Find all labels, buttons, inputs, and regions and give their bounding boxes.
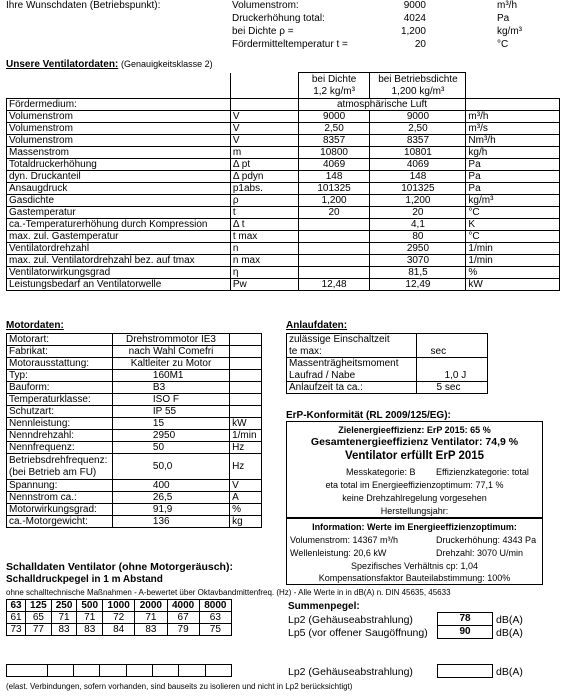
freq-cell: 63 — [7, 600, 26, 612]
param-value-1: 12,48 — [298, 279, 370, 291]
motor-value: Kaltleiter zu Motor — [112, 358, 229, 370]
motor-unit: kW — [230, 418, 262, 430]
level-cell: 83 — [135, 624, 167, 636]
motor-name-note: (bei Betrieb am FU) — [9, 466, 97, 478]
table-row — [7, 665, 232, 677]
table-row — [7, 612, 232, 624]
table-row — [7, 504, 262, 516]
param-name: Ventilatordrehzahl — [7, 243, 231, 255]
freq-cell: 2000 — [135, 600, 167, 612]
erp-erfuellt: Ventilator erfüllt ErP 2015 — [344, 450, 485, 462]
param-symbol: V — [230, 111, 298, 123]
motor-value: 160M1 — [112, 370, 229, 382]
param-value-2: 148 — [370, 171, 466, 183]
lp2b-value — [437, 664, 493, 678]
param-name: Gastemperatur — [7, 207, 231, 219]
motor-value: 136 — [112, 516, 229, 528]
medium-value: atmosphärische Luft — [298, 99, 466, 111]
lp2b-label: Lp2 (Gehäuseabstrahlung) — [288, 666, 413, 678]
table-row — [7, 406, 262, 418]
param-name: max. zul. Gastemperatur — [7, 231, 231, 243]
vent-subtitle: (Genauigkeitsklasse 2) — [121, 59, 213, 69]
erp-verhaeltnis: Spezifisches Verhältnis cp: 1,04 — [350, 561, 479, 571]
schall-title: Schalldaten Ventilator (ohne Motorgeräusch): — [6, 561, 233, 573]
param-value-1: 10800 — [298, 147, 370, 159]
wunsch-label: Ihre Wunschdaten (Betriebspunkt): — [6, 0, 161, 11]
param-symbol: Δ t — [230, 219, 298, 231]
anlauf-table — [286, 333, 488, 394]
param-unit: °C — [466, 207, 560, 219]
motor-unit: % — [230, 504, 262, 516]
param-value-1: 148 — [298, 171, 370, 183]
schall-subtitle: Schalldruckpegel in 1 m Abstand — [6, 574, 163, 585]
motor-value: IP 55 — [112, 406, 229, 418]
wunsch-value: 4024 — [403, 13, 426, 24]
motor-name: Nennleistung: — [7, 418, 113, 430]
wunsch-unit: m³/h — [497, 0, 517, 11]
param-symbol: t — [230, 207, 298, 219]
param-symbol: V — [230, 123, 298, 135]
table-row — [7, 147, 560, 159]
level-cell: 73 — [7, 624, 26, 636]
medium-label: Fördermedium: — [7, 99, 231, 111]
table-row — [7, 219, 560, 231]
table-row — [7, 183, 560, 195]
vent-heading — [6, 58, 213, 71]
wunsch-name: bei Dichte ρ = — [232, 26, 294, 37]
table-row — [7, 279, 560, 291]
table-row — [7, 454, 262, 480]
motor-name: Spannung: — [7, 480, 113, 492]
motor-value: B3 — [112, 382, 229, 394]
erp-messkategorie: Messkategorie: B — [346, 467, 416, 477]
param-unit: kg/m³ — [466, 195, 560, 207]
freq-cell: 125 — [26, 600, 52, 612]
param-symbol: V — [230, 135, 298, 147]
lp2-label: Lp2 (Gehäuseabstrahlung) — [288, 614, 413, 626]
motor-name: ca.-Motorgewicht: — [7, 516, 113, 528]
erp-wellenleistung: Wellenleistung: 20,6 kW — [290, 548, 387, 558]
param-value-2: 4069 — [370, 159, 466, 171]
param-symbol: η — [230, 267, 298, 279]
table-row — [7, 171, 560, 183]
wunsch-name: Volumenstrom: — [232, 0, 299, 11]
param-value-1: 8357 — [298, 135, 370, 147]
erp-optimum: eta total im Energieeffizienzoptimum: 77,1 % — [325, 480, 504, 490]
motor-unit: kg — [230, 516, 262, 528]
table-row — [7, 394, 262, 406]
erp-ziel: Zielenergieeffizienz: ErP 2015: 65 % — [338, 425, 491, 435]
schall-note: ohne schalltechnische Maßnahmen - A-bewertet über Oktavbandmittenfreq. (Hz) - Alle Werte in in dB(A) n. DIN 45635, 45633 — [6, 588, 451, 597]
level-cell: 75 — [199, 624, 231, 636]
motor-value: 15 — [112, 418, 229, 430]
param-unit: °C — [466, 231, 560, 243]
table-row — [7, 195, 560, 207]
table-row — [7, 492, 262, 504]
lp2-value: 78 — [437, 612, 493, 626]
freq-cell: 4000 — [167, 600, 199, 612]
level-cell: 83 — [77, 624, 103, 636]
motor-value: 400 — [112, 480, 229, 492]
param-unit: % — [466, 267, 560, 279]
param-value-1: 2,50 — [298, 123, 370, 135]
param-value-2: 20 — [370, 207, 466, 219]
param-symbol: Δ pdyn — [230, 171, 298, 183]
param-value-2: 81,5 — [370, 267, 466, 279]
motor-name: Betriebsdrehfrequenz: — [9, 454, 108, 466]
motor-table — [6, 333, 262, 528]
level-cell: 67 — [167, 612, 199, 624]
motor-unit: V — [230, 480, 262, 492]
param-unit: Nm³/h — [466, 135, 560, 147]
level-cell: 79 — [167, 624, 199, 636]
param-symbol: n max — [230, 255, 298, 267]
param-value-2: 10801 — [370, 147, 466, 159]
param-value-1: 20 — [298, 207, 370, 219]
table-row — [7, 346, 262, 358]
param-unit: Pa — [466, 171, 560, 183]
param-name: ca.-Temperaturerhöhung durch Kompression — [7, 219, 231, 231]
table-row — [7, 370, 262, 382]
param-value-1 — [298, 267, 370, 279]
wunsch-unit: Pa — [497, 13, 510, 24]
table-row — [7, 382, 262, 394]
motor-unit: Hz — [230, 454, 262, 480]
freq-cell: 8000 — [199, 600, 231, 612]
level-cell: 83 — [51, 624, 77, 636]
anlauf-zul-sub: te max: — [287, 346, 417, 358]
erp-volumenstrom: Volumenstrom: 14367 m³/h — [290, 535, 399, 545]
motor-name: Bauform: — [7, 382, 113, 394]
param-symbol: Pw — [230, 279, 298, 291]
param-symbol: m — [230, 147, 298, 159]
param-name: Volumenstrom — [7, 135, 231, 147]
erp-drehzahl: keine Drehzahlregelung vorgesehen — [342, 493, 487, 503]
param-value-1: 4069 — [298, 159, 370, 171]
motor-name: Motorwirkungsgrad: — [7, 504, 113, 516]
table-row — [7, 334, 262, 346]
freq-row — [7, 600, 232, 612]
motor-name: Schutzart: — [7, 406, 113, 418]
param-value-2: 1,200 — [370, 195, 466, 207]
table-row — [7, 442, 262, 454]
param-name: Ventilatorwirkungsgrad — [7, 267, 231, 279]
param-symbol: t max — [230, 231, 298, 243]
motor-name: Nenndrehzahl: — [7, 430, 113, 442]
param-name: Volumenstrom — [7, 123, 231, 135]
vent-title: Unsere Ventilatordaten: — [6, 59, 119, 70]
wunsch-name: Fördermitteltemperatur t = — [232, 39, 348, 50]
param-unit: kg/h — [466, 147, 560, 159]
level-cell: 77 — [26, 624, 52, 636]
param-name: Massenstrom — [7, 147, 231, 159]
col1-line2: 1,2 kg/m³ — [313, 85, 355, 97]
motor-unit — [230, 346, 262, 358]
erp-kompensation: Kompensationsfaktor Bauteilabstimmung: 100% — [318, 573, 511, 583]
table-row — [7, 159, 560, 171]
erp-druckerhoehung: Druckerhöhung: 4343 Pa — [436, 535, 537, 545]
table-row — [7, 255, 560, 267]
motor-name: Nennstrom ca.: — [7, 492, 113, 504]
param-unit: K — [466, 219, 560, 231]
param-name: Ansaugdruck — [7, 183, 231, 195]
table-row — [7, 231, 560, 243]
param-unit: 1/min — [466, 243, 560, 255]
col2-line2: 1,200 kg/m³ — [391, 85, 445, 97]
param-name: Volumenstrom — [7, 111, 231, 123]
erp-info-title: Information: Werte im Energieeffizienzoptimum: — [312, 522, 517, 532]
table-row — [7, 430, 262, 442]
table-row — [7, 267, 560, 279]
lp5-value: 90 — [437, 625, 493, 639]
param-name: Totaldruckerhöhung — [7, 159, 231, 171]
lp2-unit: dB(A) — [496, 614, 523, 626]
motor-unit: A — [230, 492, 262, 504]
param-value-1: 1,200 — [298, 195, 370, 207]
motor-value: 50,0 — [112, 454, 229, 480]
table-row — [7, 135, 560, 147]
motor-value: nach Wahl Comefri — [112, 346, 229, 358]
anlauf-zul-unit: sec — [416, 346, 487, 358]
level-cell: 71 — [77, 612, 103, 624]
motor-name: Nennfrequenz: — [7, 442, 113, 454]
wunsch-value: 20 — [414, 39, 426, 50]
param-unit: m³/h — [466, 111, 560, 123]
anlauf-mass-sub: Laufrad / Nabe — [287, 370, 417, 382]
table-row — [7, 358, 262, 370]
param-unit: Pa — [466, 183, 560, 195]
motor-unit: Hz — [230, 442, 262, 454]
erp-title: ErP-Konformität (RL 2009/125/EG): — [286, 410, 451, 421]
anlauf-zul-label: zulässige Einschaltzeit — [287, 334, 417, 346]
param-value-1 — [298, 219, 370, 231]
lp5-label: Lp5 (vor offener Saugöffnung) — [288, 627, 428, 639]
param-unit: kW — [466, 279, 560, 291]
param-name: Gasdichte — [7, 195, 231, 207]
param-symbol: n — [230, 243, 298, 255]
col1-line1: bei Dichte — [311, 73, 357, 85]
level-cell: 84 — [103, 624, 135, 636]
anlauf-time-label: Anlaufzeit ta ca.: — [287, 382, 417, 394]
param-unit: Pa — [466, 159, 560, 171]
lp5-unit: dB(A) — [496, 627, 523, 639]
table-row — [7, 418, 262, 430]
motor-value: Drehstrommotor IE3 — [112, 334, 229, 346]
blank-level-table — [6, 664, 232, 677]
level-cell: 72 — [103, 612, 135, 624]
param-symbol: p1abs. — [230, 183, 298, 195]
wunsch-name: Druckerhöhung total: — [232, 13, 325, 24]
table-row — [7, 123, 560, 135]
param-value-2: 80 — [370, 231, 466, 243]
freq-cell: 500 — [77, 600, 103, 612]
motor-name: Temperaturklasse: — [7, 394, 113, 406]
param-name: Leistungsbedarf an Ventilatorwelle — [7, 279, 231, 291]
motor-name: Fabrikat: — [7, 346, 113, 358]
motor-name: Typ: — [7, 370, 113, 382]
param-symbol: ρ — [230, 195, 298, 207]
motor-value: 2950 — [112, 430, 229, 442]
motor-name: Motorausstattung: — [7, 358, 113, 370]
erp-drehzahl2: Drehzahl: 3070 U/min — [436, 548, 524, 558]
param-value-1 — [298, 231, 370, 243]
param-value-1: 9000 — [298, 111, 370, 123]
motor-value: ISO F — [112, 394, 229, 406]
param-value-1 — [298, 255, 370, 267]
param-value-1 — [298, 243, 370, 255]
motor-unit — [230, 382, 262, 394]
anlauf-mass-value: 1,0 J — [416, 370, 487, 382]
param-value-2: 4,1 — [370, 219, 466, 231]
table-row — [7, 111, 560, 123]
param-symbol: Δ pt — [230, 159, 298, 171]
level-cell: 71 — [135, 612, 167, 624]
motor-value: 50 — [112, 442, 229, 454]
motor-value: 26,5 — [112, 492, 229, 504]
motor-unit — [230, 358, 262, 370]
param-value-2: 3070 — [370, 255, 466, 267]
anlauf-title: Anlaufdaten: — [286, 320, 348, 331]
param-value-1: 101325 — [298, 183, 370, 195]
motor-unit — [230, 394, 262, 406]
schall-footnote: (elast. Verbindungen, sofern vorhanden, sind bauseits zu isolieren und nicht in Lp2 berücksichtigt) — [6, 682, 353, 691]
motor-unit — [230, 334, 262, 346]
param-name: max. zul. Ventilatordrehzahl bez. auf tmax — [7, 255, 231, 267]
erp-gesamt: Gesamtenergieeffizienz Ventilator: 74,9 % — [310, 436, 519, 448]
param-value-2: 12,49 — [370, 279, 466, 291]
param-value-2: 2950 — [370, 243, 466, 255]
wunsch-unit: kg/m³ — [497, 26, 522, 37]
wunsch-value: 9000 — [403, 0, 426, 11]
freq-cell: 250 — [51, 600, 77, 612]
param-unit: 1/min — [466, 255, 560, 267]
col2-line1: bei Betriebsdichte — [378, 73, 458, 85]
motor-unit — [230, 370, 262, 382]
table-row — [7, 207, 560, 219]
motor-unit — [230, 406, 262, 418]
schall-table — [6, 599, 232, 636]
table-row — [7, 480, 262, 492]
erp-effizienzkategorie: Effizienzkategorie: total — [436, 467, 529, 477]
motor-unit: 1/min — [230, 430, 262, 442]
table-row — [7, 516, 262, 528]
param-value-2: 101325 — [370, 183, 466, 195]
param-value-2: 9000 — [370, 111, 466, 123]
table-row — [7, 243, 560, 255]
erp-herstellungsjahr: Herstellungsjahr: — [380, 506, 449, 516]
lp2b-unit: dB(A) — [496, 666, 523, 678]
vent-table — [6, 72, 560, 291]
param-name: dyn. Druckanteil — [7, 171, 231, 183]
param-unit: m³/s — [466, 123, 560, 135]
motor-name: Motorart: — [7, 334, 113, 346]
level-cell: 63 — [199, 612, 231, 624]
param-value-2: 8357 — [370, 135, 466, 147]
level-cell: 65 — [26, 612, 52, 624]
level-cell: 71 — [51, 612, 77, 624]
motor-title: Motordaten: — [6, 320, 64, 331]
anlauf-time-value: 5 sec — [416, 382, 487, 394]
freq-cell: 1000 — [103, 600, 135, 612]
level-cell: 61 — [7, 612, 26, 624]
motor-value: 91,9 — [112, 504, 229, 516]
summen-title: Summenpegel: — [288, 601, 360, 612]
table-row — [7, 624, 232, 636]
wunsch-unit: °C — [497, 39, 509, 50]
param-value-2: 2,50 — [370, 123, 466, 135]
anlauf-mass-label: Massenträgheitsmoment — [287, 358, 417, 370]
wunsch-value: 1,200 — [400, 26, 426, 37]
